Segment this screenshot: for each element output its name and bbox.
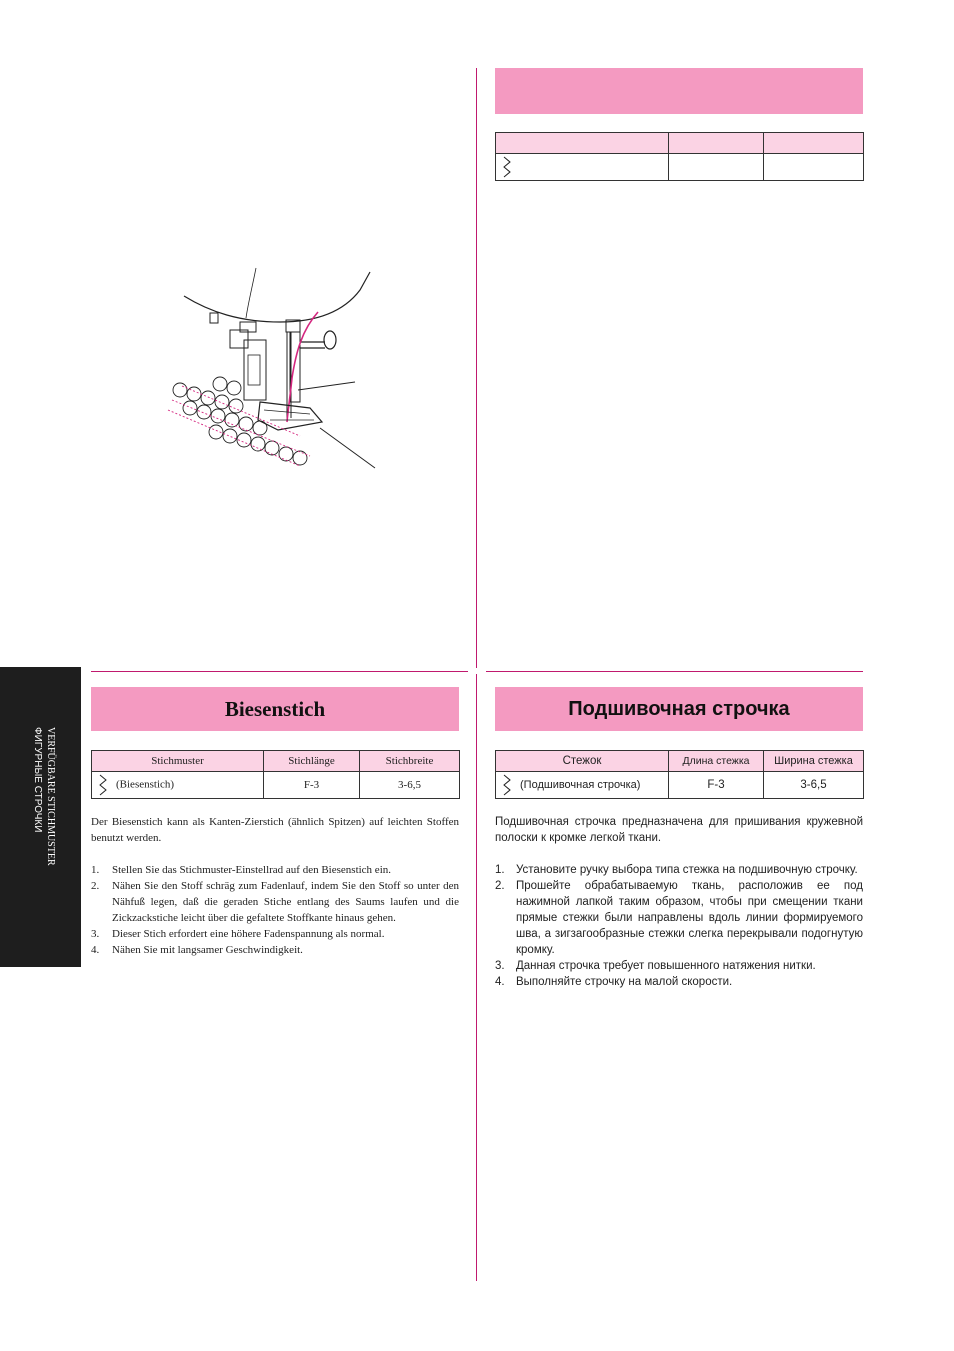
stitch-settings-table-de [91,750,460,799]
chapter-tab-label-de: VERFÜGBARE STICHMUSTER [45,727,56,866]
instruction-step: 1. Установите ручку выбора типа стежка на подшивочную строчку. [495,864,858,876]
top-table-header-cell [764,133,864,154]
sewing-machine-illustration [160,260,390,475]
table-header-stitch-width: Stichbreite [360,751,460,772]
instruction-step: 4. Nähen Sie mit langsamer Geschwindigkeit. [91,944,303,956]
instruction-list-de [91,862,459,958]
table-header-width: Ширина стежка [764,751,864,772]
table-cell-stitch-length: F-3 [264,772,360,799]
top-table-cell [764,154,864,181]
stitch-pattern-icon [502,774,512,796]
section-rule-right [486,671,863,672]
intro-paragraph-de: Der Biesenstich kann als Kanten-Zierstich (ähnlich Spitzen) auf leichten Stoffen benutzt werden. [91,816,459,844]
section-title-ru: Подшивочная строчка [495,687,863,731]
top-table-header-cell [496,133,669,154]
intro-paragraph-ru: Подшивочная строчка предназначена для пришивания кружевной полоски к кромке легкой ткани. [495,816,863,844]
stitch-pattern-icon [502,156,512,178]
top-table-cell [669,154,764,181]
stitch-pattern-icon [98,774,108,796]
chapter-tab-label [31,727,57,866]
table-header-stitch: Стежок [496,751,669,772]
instruction-step: 2. Nähen Sie den Stoff schräg zum Fadenlauf, indem Sie den Stoff so unter den Nähfuß legen, daß die geraden Stiche entlang des Saums laufen und die Zickzackstiche leicht über die gefaltete Stoffkante hinaus gehen. [91,880,459,924]
top-table-header-cell [669,133,764,154]
column-divider [476,68,477,668]
table-cell-length: F-3 [669,772,764,799]
table-cell-stitch-width: 3-6,5 [360,772,460,799]
section-title-de: Biesenstich [91,687,459,731]
top-table-cell [496,154,669,181]
chapter-tab-label-ru: ФИГУРНЫЕ СТРОЧКИ [32,727,43,833]
stitch-settings-table-ru [495,750,864,799]
table-header-length: Длина стежка [669,751,764,772]
instruction-step: 3. Данная строчка требует повышенного натяжения нитки. [495,960,816,972]
section-rule-left [91,671,468,672]
instruction-step: 1. Stellen Sie das Stichmuster-Einstellrad auf den Biesenstich ein. [91,864,391,876]
instruction-step: 2. Прошейте обрабатываемую ткань, расположив ее под нажимной лапкой таким образом, чтобы при смещении ткани прямые стежки были направлены вдоль линии формируемого шва, а зигзагообразные стежки слегка перекрывали подогнутую кромку. [495,880,863,956]
table-cell-stitch-pattern [92,772,264,799]
instruction-step: 3. Dieser Stich erfordert eine höhere Fadenspannung als normal. [91,928,385,940]
stitch-name: (Подшивочная строчка) [520,778,641,791]
table-cell-width: 3-6,5 [764,772,864,799]
top-section-band [495,68,863,114]
table-header-stitch-length: Stichlänge [264,751,360,772]
instruction-list-ru [495,862,863,990]
table-header-stitch-pattern: Stichmuster [92,751,264,772]
stitch-pattern-name: (Biesenstich) [116,778,175,791]
table-cell-stitch [496,772,669,799]
column-divider-lower [476,674,477,1281]
instruction-step: 4. Выполняйте строчку на малой скорости. [495,976,733,988]
top-settings-table [495,132,864,181]
